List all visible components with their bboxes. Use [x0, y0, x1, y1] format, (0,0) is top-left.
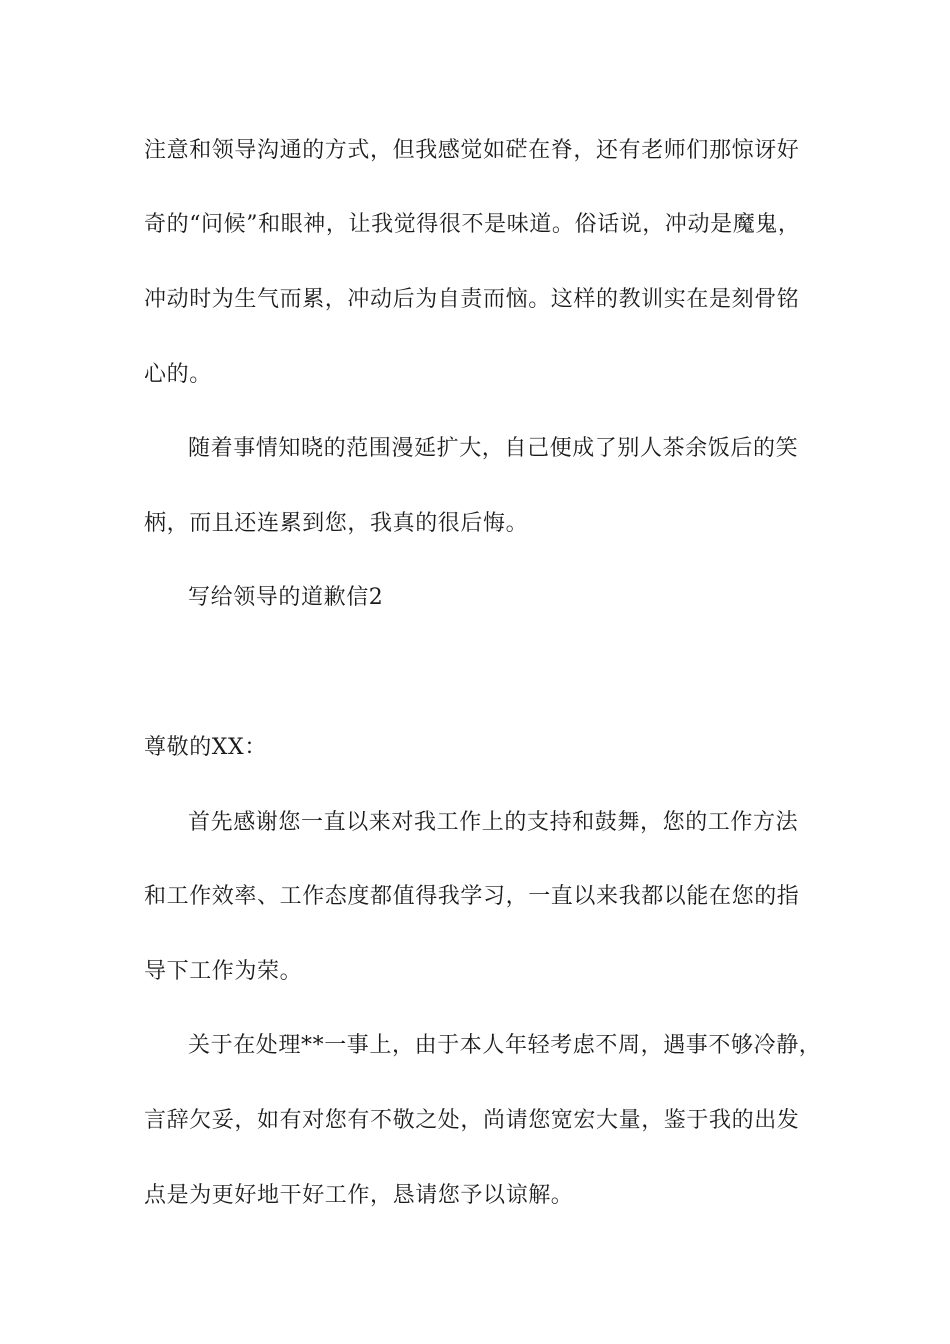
text-line: 随着事情知晓的范围漫延扩大，自己便成了别人茶余饭后的笑 [188, 436, 799, 461]
text-line: 言辞欠妥，如有对您有不敬之处，尚请您宽宏大量，鉴于我的出发 [144, 1108, 800, 1133]
text-line: 和工作效率、工作态度都值得我学习，一直以来我都以能在您的指 [144, 884, 800, 909]
text-line: 柄，而且还连累到您，我真的很后悔。 [144, 511, 529, 536]
text-line: 导下工作为荣。 [144, 959, 303, 984]
salutation: 尊敬的XX： [144, 735, 267, 760]
text-line: 关于在处理**一事上，由于本人年轻考虑不周，遇事不够冷静， [188, 1033, 822, 1058]
text-line: 冲动时为生气而累，冲动后为自责而恼。这样的教训实在是刻骨铭 [144, 287, 800, 312]
text-line: 心的。 [144, 362, 212, 387]
text-line: 点是为更好地干好工作，恳请您予以谅解。 [144, 1183, 574, 1208]
section-heading: 写给领导的道歉信2 [188, 585, 384, 610]
text-line: 首先感谢您一直以来对我工作上的支持和鼓舞，您的工作方法 [188, 810, 799, 835]
text-line: 注意和领导沟通的方式，但我感觉如硭在脊，还有老师们那惊讶好 [144, 138, 800, 163]
text-line: 奇的“问候”和眼神，让我觉得很不是味道。俗话说，冲动是魔鬼， [144, 212, 801, 237]
